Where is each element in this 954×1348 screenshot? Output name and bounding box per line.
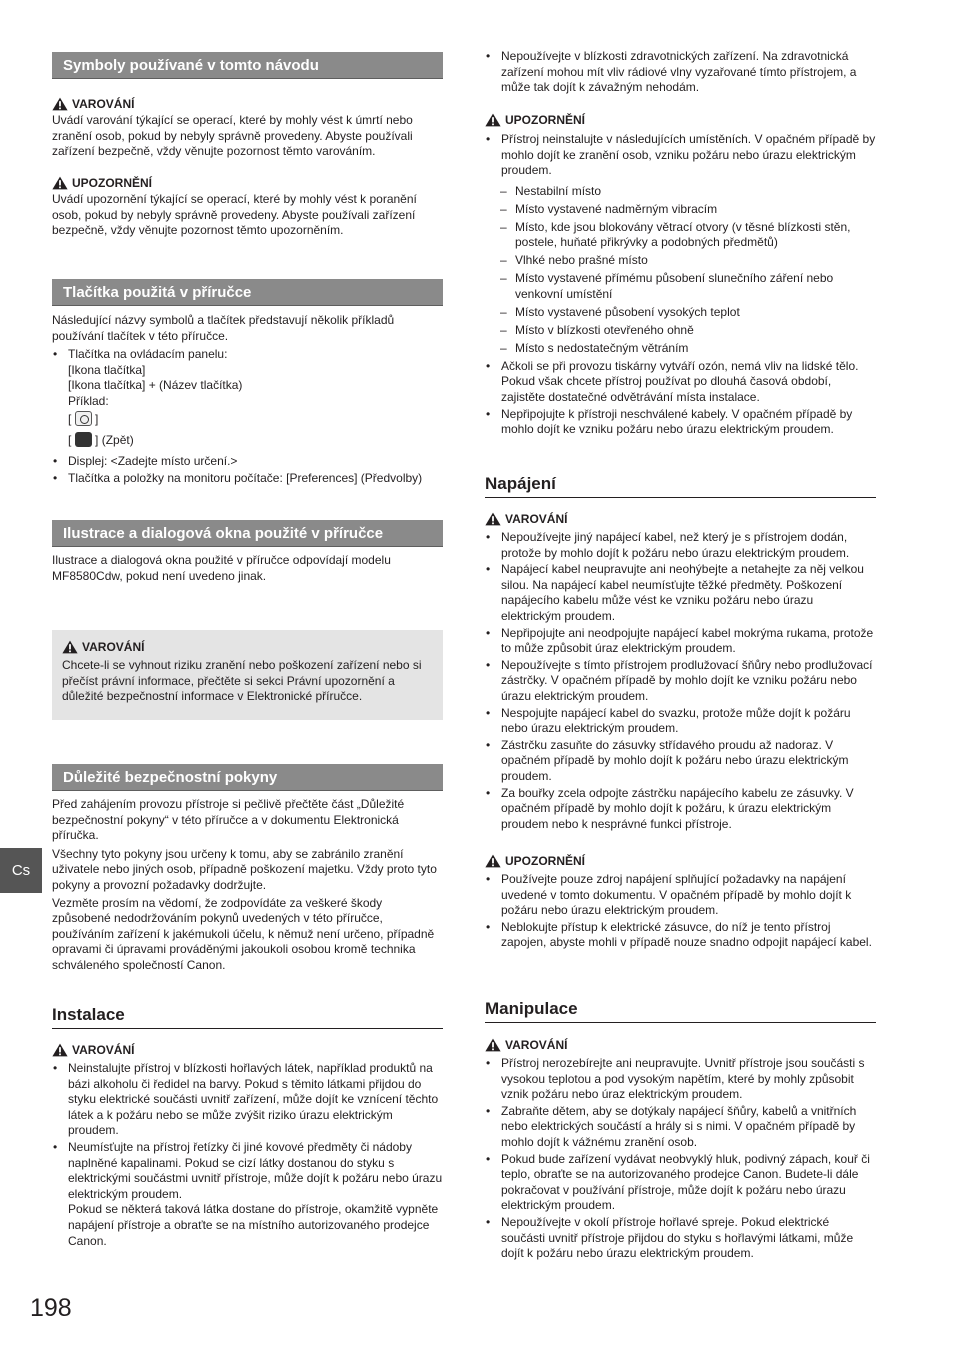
section-heading-safety: Důležité bezpečnostní pokyny xyxy=(52,764,443,791)
installation-caution-list-2 xyxy=(485,359,876,438)
installation-caution xyxy=(485,112,876,438)
list-item: • Nepoužívejte jiný napájecí kabel, než který je s přístrojem dodán, protože by mohlo dojít k požáru nebo úrazu elektrickým proudem. xyxy=(485,530,876,561)
list-item: • Přístroj neinstalujte v následujících umístěních. V opačném případě by mohlo dojít ke zranění osob, vzniku požáru nebo úrazu elektrickým proudem. xyxy=(485,132,876,179)
safety-paragraph: Před zahájením provozu přístroje si pečlivě přečtěte část „Důležité bezpečnostní pokyny“ v této příručce a v dokumentu Elektronická příručka. xyxy=(52,797,405,843)
list-item: – Místo v blízkosti otevřeného ohně xyxy=(485,323,876,339)
list-item: • Používejte pouze zdroj napájení splňující požadavky na napájení uvedené v tomto dokumentu. V opačném případě by mohlo dojít k požáru nebo úrazu elektrickým proudem. xyxy=(485,872,876,919)
list-item: – Nestabilní místo xyxy=(485,184,876,200)
caution-label: UPOZORNĚNÍ xyxy=(485,112,876,128)
list-item: • Nepoužívejte s tímto přístrojem prodlužovací šňůry nebo prodlužovací zástrčky. V opačném případě by mohlo dojít ke vzniku požáru nebo úrazu elektrickým proudem. xyxy=(485,658,876,705)
list-item: • Nepoužívejte v blízkosti zdravotnických zařízení. Na zdravotnická zařízení mohou mít vliv rádiové vlny vyzařované tímto přístrojem, a může tak dojít k závažným nehodám. xyxy=(485,49,876,96)
list-item: – Místo s nedostatečným větráním xyxy=(485,341,876,357)
list-item: • Za bouřky zcela odpojte zástrčku napájecího kabelu ze zásuvky. V opačném případě by mohlo dojít k požáru, k úrazu elektrickým proudem nebo k nesprávné funkci přístroje. xyxy=(485,786,876,833)
caution-description: Uvádí upozornění týkající se operací, které by mohly vést k poranění osob, pokud by nebyly správně provedeny. Abyste používali zařízení bezpečně, vždy věnujte pozornost těmto upozorněním. xyxy=(52,192,417,238)
caution-triangle-icon xyxy=(52,176,68,190)
list-item: • Displej: <Zadejte místo určení.> xyxy=(52,454,443,470)
safety-paragraph: Všechny tyto pokyny jsou určeny k tomu, aby se zabránilo zranění uživatele nebo jiných osob, případně poškození majetku. Vždy proto tyto pokyny a provozní požadavky dodržujte. xyxy=(52,846,437,892)
list-item: – Místo vystavené působení vysokých teplot xyxy=(485,305,876,321)
warning-box-text: Chcete-li se vyhnout riziku zranění nebo poškození zařízení nebo si přečíst právní informace, přečtěte si sekci Právní upozornění a důležité bezpečnostní informace v Elektronické příručce. xyxy=(62,658,422,704)
list-item: • Zabraňte dětem, aby se dotýkaly napájecí šňůry, kabelů a vnitřních nebo elektrických součástí a hrály si s nimi. V opačném případě by mohlo dojít k vážnému zranění osob. xyxy=(485,1104,876,1151)
symbols-warning xyxy=(52,96,443,160)
home-button-example: [ ] xyxy=(68,411,99,426)
installation-warning-list xyxy=(52,1061,443,1249)
list-item: • Nepoužívejte v okolí přístroje hořlavé spreje. Pokud elektrické součásti uvnitř přístroje přijdou do styku s hořlavými látkami, může dojít k požáru nebo úrazu elektrickým proudem. xyxy=(485,1215,876,1262)
list-item: – Místo, kde jsou blokovány větrací otvory (v těsné blízkosti stěn, postele, huňaté přikrývky a podobných předmětů) xyxy=(485,220,876,251)
warning-label: VAROVÁNÍ xyxy=(485,511,876,527)
installation-warning xyxy=(52,1042,443,1249)
section-heading-symbols: Symboly používané v tomto návodu xyxy=(52,52,443,79)
list-item: • Nespojujte napájecí kabel do svazku, protože může dojít k požáru nebo úrazu elektrickým proudem. xyxy=(485,706,876,737)
buttons-section-body xyxy=(52,313,443,487)
warning-label: VAROVÁNÍ xyxy=(52,1042,443,1058)
section-heading-illustrations: Ilustrace a dialogová okna použité v příručce xyxy=(52,520,443,547)
list-item: • Pokud bude zařízení vydávat neobvyklý hluk, podivný zápach, kouř či teplo, obraťte se na autorizovaného prodejce Canon. Budete-li dále pokračovat v používání přístroje, může dojít k požáru nebo úrazu elektrickým proudem. xyxy=(485,1152,876,1214)
list-item: • Tlačítka a položky na monitoru počítače: [Preferences] (Předvolby) xyxy=(52,471,443,487)
list-item: • Neumísťujte na přístroj řetízky či jiné kovové předměty či nádoby naplněné kapalinami. Pokud se cizí látky dostanou do styku s elektrickými součástmi uvnitř přístroje, může dojít k požáru nebo úrazu elektrickým proudem. Pokud se některá taková látka dostane do přístroje, okamžitě vypněte napájení přístroje a obraťte se na místního autorizovaného prodejce Canon. xyxy=(52,1140,443,1249)
home-button-icon xyxy=(75,411,92,426)
list-item: – Místo vystavené přímému působení slunečního záření nebo venkovní umístění xyxy=(485,271,876,302)
section-heading-handling: Manipulace xyxy=(485,998,876,1023)
handling-warning xyxy=(485,1037,876,1262)
page-number: 198 xyxy=(30,1294,72,1322)
back-button-example: [ ] (Zpět) xyxy=(68,433,134,448)
warning-triangle-icon xyxy=(485,1038,501,1052)
buttons-intro: Následující názvy symbolů a tlačítek představují několik příkladů používání tlačítek v této příručce. xyxy=(52,313,395,343)
list-item: • Napájecí kabel neupravujte ani neohýbejte a netahejte za něj velkou silou. Na napájecí kabel neumísťujte těžké předměty. Poškození napájecího kabelu může vést ke vzniku požáru nebo úrazu elektrickým proudem. xyxy=(485,562,876,624)
list-item: – Vlhké nebo prašné místo xyxy=(485,253,876,269)
power-caution-list xyxy=(485,872,876,951)
section-heading-power: Napájení xyxy=(485,473,876,498)
caution-label: UPOZORNĚNÍ xyxy=(52,175,443,191)
warning-triangle-icon xyxy=(485,512,501,526)
warning-label: VAROVÁNÍ xyxy=(62,639,431,655)
list-item: • Zástrčku zasuňte do zásuvky střídavého proudu až nadoraz. V opačném případě by mohlo dojít k požáru nebo úrazu elektrickým proudem. xyxy=(485,738,876,785)
installation-warning-list-cont xyxy=(485,49,876,96)
list-item: • Nepřipojujte ani neodpojujte napájecí kabel mokrýma rukama, protože to může způsobit úraz elektrickým proudem. xyxy=(485,626,876,657)
back-button-icon xyxy=(75,432,92,447)
caution-triangle-icon xyxy=(485,854,501,868)
list-item: • Tlačítka na ovládacím panelu: [Ikona tlačítka] [Ikona tlačítka] + (Název tlačítka) Příklad: [ ] [ ] (Zpět) xyxy=(52,347,443,449)
list-item: • Přístroj nerozebírejte ani neupravujte. Uvnitř přístroje jsou součásti s vysokou teplotou a pod vysokým napětím, které by mohly způsobit vznik požáru nebo úraz elektrickým proudem. xyxy=(485,1056,876,1103)
safety-body xyxy=(52,797,443,974)
warning-label: VAROVÁNÍ xyxy=(485,1037,876,1053)
installation-caution-list xyxy=(485,132,876,179)
handling-warning-list xyxy=(485,1056,876,1262)
list-item: – Místo vystavené nadměrným vibracím xyxy=(485,202,876,218)
power-warning-list xyxy=(485,530,876,832)
warning-triangle-icon xyxy=(62,640,78,654)
section-heading-installation: Instalace xyxy=(52,1004,443,1029)
warning-label: VAROVÁNÍ xyxy=(52,96,443,112)
list-item: • Neinstalujte přístroj v blízkosti hořlavých látek, například produktů na bázi alkoholu či ředidel na barvy. Pokud s těmito látkami přijdou do styku elektrické součásti uvnitř zařízení, může dojít ke vznícení těchto látek a k požáru nebo se může zvýšit riziko úrazu elektrickým proudem. xyxy=(52,1061,443,1139)
caution-label: UPOZORNĚNÍ xyxy=(485,853,876,869)
section-heading-buttons: Tlačítka použitá v příručce xyxy=(52,279,443,306)
list-item: • Ačkoli se při provozu tiskárny vytváří ozón, nemá vliv na lidské tělo. Pokud však chcete přístroj používat po dlouhá časová období, zajistěte dostatečné odvětrávání místa instalace. xyxy=(485,359,876,406)
warning-box xyxy=(52,630,443,720)
list-item: • Neblokujte přístup k elektrické zásuvce, do níž je tento přístroj zapojen, abyste mohli v případě nouze snadno odpojit napájecí kabel. xyxy=(485,920,876,951)
warning-triangle-icon xyxy=(52,1043,68,1057)
language-tab: Cs xyxy=(0,848,42,893)
safety-paragraph: Vezměte prosím na vědomí, že zodpovídáte za veškeré škody způsobené nedodržováním pokynů uvedených v této příručce, používáním zařízení k jakémukoli účelu, k němuž není určeno, případně opravami či úpravami prováděnými jakoukoli osobou kromě technika schváleného společností Canon. xyxy=(52,895,435,972)
warning-triangle-icon xyxy=(52,97,68,111)
illustrations-text: Ilustrace a dialogová okna použité v příručce odpovídají modelu MF8580Cdw, pokud není uvedeno jinak. xyxy=(52,553,391,583)
caution-triangle-icon xyxy=(485,113,501,127)
power-caution xyxy=(485,853,876,951)
buttons-list xyxy=(52,347,443,487)
power-warning xyxy=(485,511,876,832)
list-item: • Nepřipojujte k přístroji neschválené kabely. V opačném případě by mohlo dojít ke vzniku požáru nebo úrazu elektrickým proudem. xyxy=(485,407,876,438)
symbols-caution xyxy=(52,175,443,239)
location-list xyxy=(485,184,876,357)
warning-description: Uvádí varování týkající se operací, které by mohly vést k úmrtí nebo zranění osob, pokud by nebyly správně provedeny. Abyste používali zařízení bezpečně, vždy věnujte pozornost těmto varováním. xyxy=(52,113,413,159)
